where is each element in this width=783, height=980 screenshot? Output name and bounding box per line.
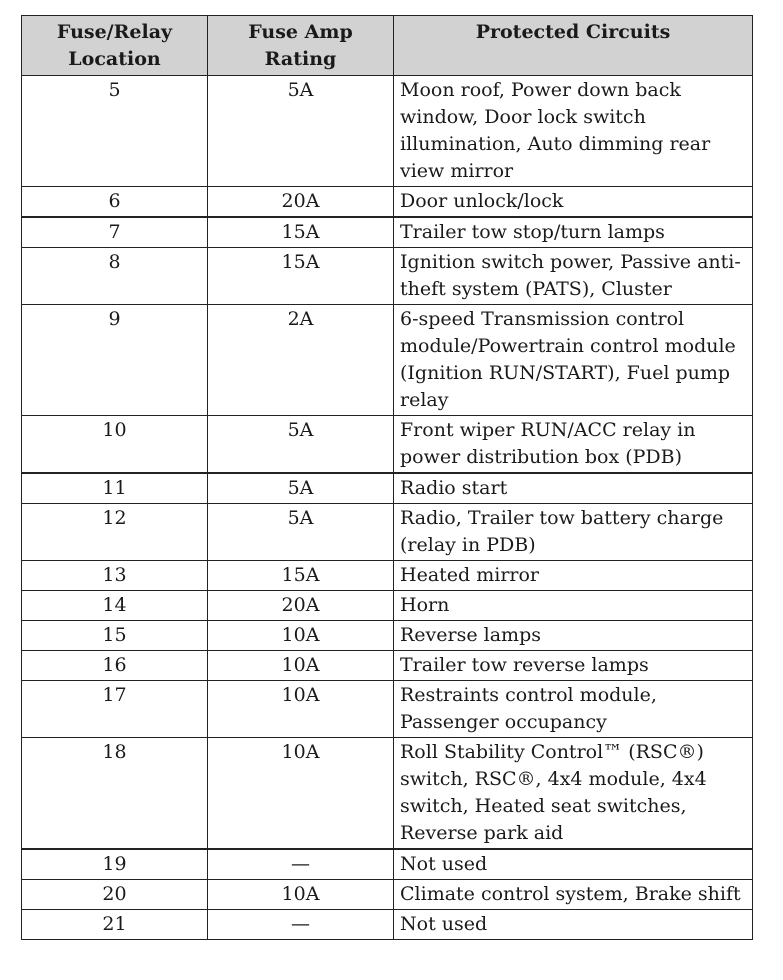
cell-location: 10	[22, 416, 208, 474]
table-row	[22, 880, 753, 910]
cell-circuits: Radio start	[394, 473, 753, 504]
cell-location: 16	[22, 651, 208, 681]
cell-amp: 20A	[208, 187, 394, 218]
cell-circuits: Not used	[394, 849, 753, 880]
table-row	[22, 248, 753, 305]
header-row	[22, 16, 753, 76]
table-row	[22, 187, 753, 218]
cell-circuits: Moon roof, Power down back window, Door lock switch illumination, Auto dimming rear view mirror	[394, 76, 753, 187]
cell-location: 11	[22, 473, 208, 504]
table-row	[22, 910, 753, 940]
cell-location: 8	[22, 248, 208, 305]
cell-amp: 5A	[208, 416, 394, 474]
cell-location: 12	[22, 504, 208, 561]
cell-amp: 20A	[208, 591, 394, 621]
table-row	[22, 591, 753, 621]
cell-location: 6	[22, 187, 208, 218]
cell-location: 14	[22, 591, 208, 621]
table-row	[22, 76, 753, 187]
cell-location: 7	[22, 217, 208, 248]
table-row	[22, 217, 753, 248]
table-row	[22, 305, 753, 416]
cell-circuits: Front wiper RUN/ACC relay in power distribution box (PDB)	[394, 416, 753, 474]
table-row	[22, 416, 753, 474]
table-row	[22, 504, 753, 561]
header-location: Fuse/Relay Location	[22, 16, 208, 76]
cell-amp: 5A	[208, 76, 394, 187]
cell-circuits: Trailer tow reverse lamps	[394, 651, 753, 681]
cell-amp: 5A	[208, 473, 394, 504]
cell-amp: 10A	[208, 621, 394, 651]
cell-circuits: Horn	[394, 591, 753, 621]
cell-circuits: Roll Stability Control™ (RSC®) switch, RSC®, 4x4 module, 4x4 switch, Heated seat switches, Reverse park aid	[394, 738, 753, 850]
cell-circuits: Ignition switch power, Passive anti-theft system (PATS), Cluster	[394, 248, 753, 305]
cell-location: 5	[22, 76, 208, 187]
cell-amp: 10A	[208, 651, 394, 681]
cell-amp: 2A	[208, 305, 394, 416]
cell-circuits: Not used	[394, 910, 753, 940]
cell-amp: —	[208, 910, 394, 940]
fuse-table	[21, 15, 753, 940]
cell-location: 19	[22, 849, 208, 880]
table-row	[22, 473, 753, 504]
cell-location: 13	[22, 561, 208, 591]
header-protected-circuits: Protected Circuits	[394, 16, 753, 76]
cell-location: 21	[22, 910, 208, 940]
cell-amp: —	[208, 849, 394, 880]
cell-circuits: Trailer tow stop/turn lamps	[394, 217, 753, 248]
cell-amp: 15A	[208, 217, 394, 248]
cell-location: 9	[22, 305, 208, 416]
cell-circuits: Restraints control module, Passenger occupancy	[394, 681, 753, 738]
cell-amp: 10A	[208, 738, 394, 850]
cell-circuits: Heated mirror	[394, 561, 753, 591]
cell-location: 20	[22, 880, 208, 910]
cell-amp: 10A	[208, 681, 394, 738]
header-amp-rating: Fuse Amp Rating	[208, 16, 394, 76]
cell-amp: 15A	[208, 248, 394, 305]
table-row	[22, 681, 753, 738]
cell-amp: 10A	[208, 880, 394, 910]
cell-location: 15	[22, 621, 208, 651]
cell-amp: 15A	[208, 561, 394, 591]
table-row	[22, 561, 753, 591]
cell-amp: 5A	[208, 504, 394, 561]
table-row	[22, 651, 753, 681]
cell-circuits: Radio, Trailer tow battery charge (relay in PDB)	[394, 504, 753, 561]
cell-location: 17	[22, 681, 208, 738]
cell-circuits: Door unlock/lock	[394, 187, 753, 218]
cell-circuits: 6-speed Transmission control module/Powertrain control module (Ignition RUN/START), Fuel pump relay	[394, 305, 753, 416]
table-row	[22, 738, 753, 850]
cell-location: 18	[22, 738, 208, 850]
table-row	[22, 849, 753, 880]
table-row	[22, 621, 753, 651]
cell-circuits: Reverse lamps	[394, 621, 753, 651]
cell-circuits: Climate control system, Brake shift	[394, 880, 753, 910]
